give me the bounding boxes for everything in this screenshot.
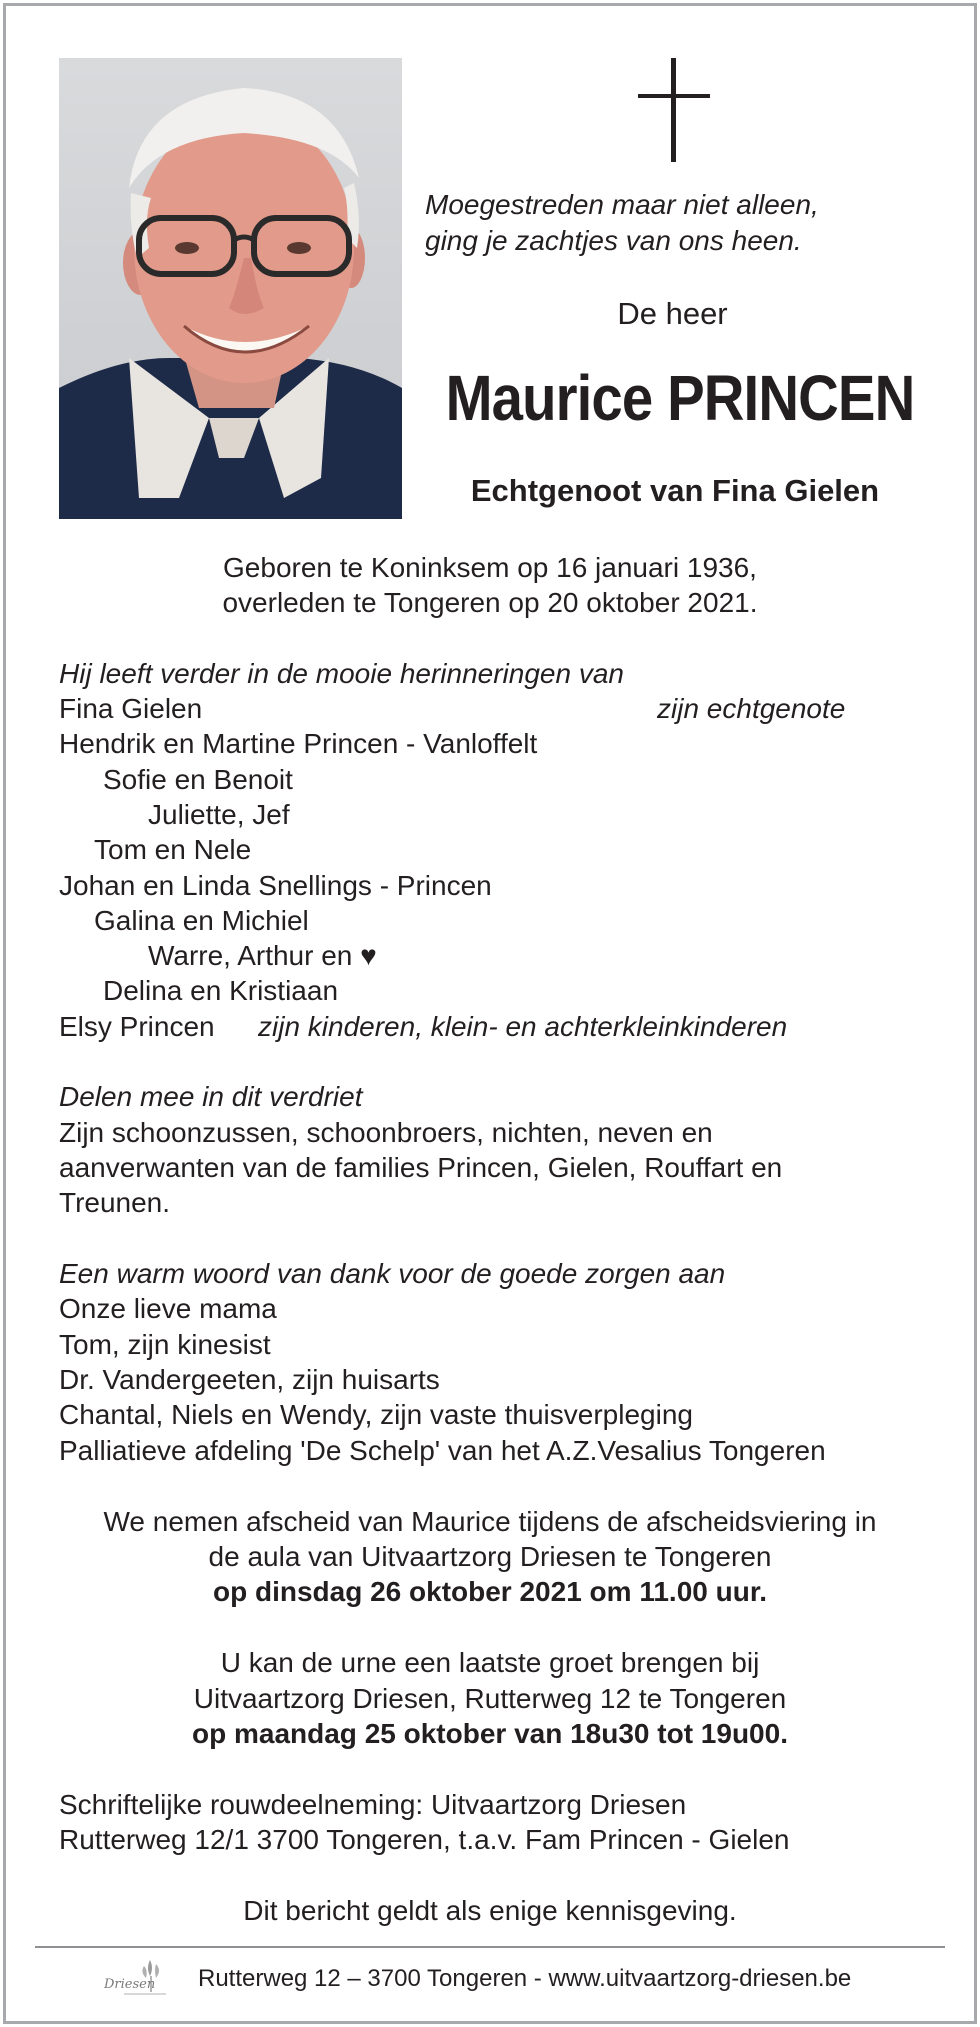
urn-line-1: U kan de urne een laatste groet brengen bij bbox=[220, 1647, 760, 1678]
funeral-home-logo bbox=[104, 1954, 172, 2004]
family-heading: Hij leeft verder in de mooie herinneringen van bbox=[59, 658, 624, 689]
thanks-line: Dr. Vandergeeten, zijn huisarts bbox=[59, 1364, 440, 1395]
salutation: De heer bbox=[617, 296, 728, 331]
death-line: overleden te Tongeren op 20 oktober 2021. bbox=[222, 587, 758, 618]
urn-line-2: Uitvaartzorg Driesen, Rutterweg 12 te Tongeren bbox=[193, 1683, 787, 1714]
footer-address: Rutterweg 12 – 3700 Tongeren - www.uitvaartzorg-driesen.be bbox=[198, 1965, 852, 1992]
ceremony-line-2: de aula van Uitvaartzorg Driesen te Tongeren bbox=[208, 1541, 772, 1572]
urn-date: op maandag 25 oktober van 18u30 tot 19u00. bbox=[192, 1718, 788, 1749]
condolence-line-2: Rutterweg 12/1 3700 Tongeren, t.a.v. Fam Princen - Gielen bbox=[59, 1824, 790, 1855]
footer-divider bbox=[35, 1946, 945, 1948]
sharing-heading: Delen mee in dit verdriet bbox=[59, 1081, 363, 1112]
thanks-line: Palliatieve afdeling 'De Schelp' van het A.Z.Vesalius Tongeren bbox=[59, 1435, 826, 1466]
notice-line: Dit bericht geldt als enige kennisgeving. bbox=[243, 1895, 737, 1926]
family-line: Warre, Arthur en ♥ bbox=[148, 940, 377, 971]
thanks-line: Tom, zijn kinesist bbox=[59, 1329, 271, 1360]
portrait-illustration bbox=[59, 58, 402, 519]
deceased-name-wrap bbox=[410, 360, 950, 436]
sharing-line: aanverwanten van de families Princen, Gielen, Rouffart en bbox=[59, 1152, 783, 1183]
family-line: Hendrik en Martine Princen - Vanloffelt bbox=[59, 728, 538, 759]
birth-line: Geboren te Koninksem op 16 januari 1936, bbox=[223, 552, 757, 583]
deceased-name: Maurice PRINCEN bbox=[445, 362, 915, 434]
ceremony-line-1: We nemen afscheid van Maurice tijdens de afscheidsviering in bbox=[103, 1506, 877, 1537]
thanks-line: Chantal, Niels en Wendy, zijn vaste thuisverpleging bbox=[59, 1399, 693, 1430]
cross-icon bbox=[636, 58, 712, 162]
family-line: Delina en Kristiaan bbox=[103, 975, 339, 1006]
sharing-line: Treunen. bbox=[59, 1187, 171, 1218]
family-line: Juliette, Jef bbox=[148, 799, 290, 830]
family-spouse-name: Fina Gielen bbox=[59, 693, 203, 724]
sharing-line: Zijn schoonzussen, schoonbroers, nichten, neven en bbox=[59, 1117, 713, 1148]
portrait-photo bbox=[59, 58, 402, 519]
logo-text: Driesen bbox=[104, 1977, 156, 1992]
ceremony-date: op dinsdag 26 oktober 2021 om 11.00 uur. bbox=[213, 1576, 767, 1607]
thanks-line: Onze lieve mama bbox=[59, 1293, 277, 1324]
family-line: Johan en Linda Snellings - Princen bbox=[59, 870, 492, 901]
spouse-line: Echtgenoot van Fina Gielen bbox=[470, 473, 880, 508]
condolence-line-1: Schriftelijke rouwdeelneming: Uitvaartzorg Driesen bbox=[59, 1789, 687, 1820]
family-spouse-role: zijn echtgenote bbox=[657, 693, 846, 724]
family-line: Tom en Nele bbox=[94, 834, 252, 865]
quote-line-1: Moegestreden maar niet alleen, bbox=[425, 189, 819, 220]
quote-line-2: ging je zachtjes van ons heen. bbox=[425, 225, 802, 256]
family-last-name: Elsy Princen bbox=[59, 1011, 215, 1042]
family-line: Sofie en Benoit bbox=[103, 764, 293, 795]
thanks-heading: Een warm woord van dank voor de goede zorgen aan bbox=[59, 1258, 726, 1289]
family-last-role: zijn kinderen, klein- en achterkleinkinderen bbox=[258, 1011, 788, 1042]
family-line: Galina en Michiel bbox=[94, 905, 309, 936]
